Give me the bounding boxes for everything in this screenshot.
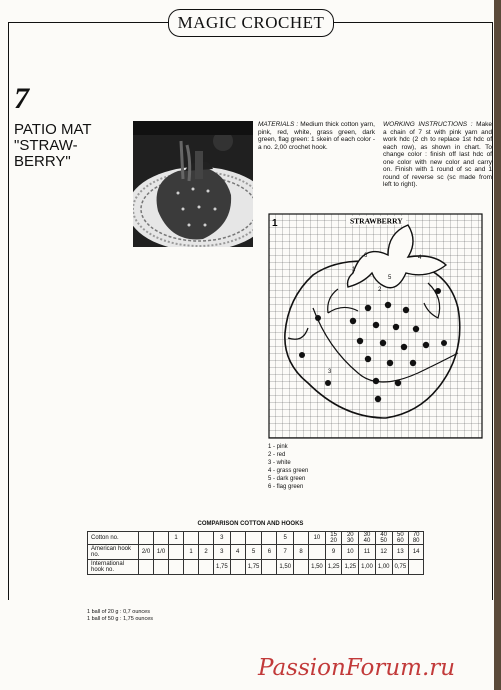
instructions-text (383, 121, 492, 189)
table-cell: 30 40 (359, 532, 376, 545)
table-cell (154, 560, 169, 575)
table-cell: 6 (262, 545, 277, 560)
color-legend (268, 443, 308, 491)
chart-key-2: 2 (378, 287, 382, 293)
footnote (87, 609, 153, 623)
pattern-title: PATIO MAT "STRAW- BERRY" (14, 121, 92, 170)
row-label: Cotton no. (88, 532, 139, 545)
table-row (88, 545, 424, 560)
legend-item: 1 - pink (268, 444, 288, 450)
table-cell: 8 (294, 545, 309, 560)
table-row (88, 532, 424, 545)
legend-item: 5 - dark green (268, 476, 306, 482)
materials-body: Medium thick cotton yarn, pink, red, white, grass green, dark green, flag green: 1 skein of each color - a no. 2,00 crochet hook. (258, 121, 375, 151)
comparison-table (87, 531, 424, 575)
instructions-label: WORKING INSTRUCTIONS : (383, 121, 473, 128)
table-cell: 50 60 (392, 532, 409, 545)
table-cell (294, 560, 309, 575)
table-cell (199, 560, 214, 575)
watermark: PassionForum.ru (258, 655, 456, 681)
table-cell (184, 560, 199, 575)
table-cell: 1,75 (245, 560, 262, 575)
materials-label: MATERIALS : (258, 121, 299, 128)
table-cell: 5 (245, 545, 262, 560)
table-cell: 1,00 (359, 560, 376, 575)
table-cell (309, 545, 326, 560)
legend-item: 3 - white (268, 460, 291, 466)
footnote-line: 1 ball of 20 g : 0,7 ounces (87, 609, 150, 615)
legend-item: 2 - red (268, 452, 286, 458)
table-cell: 10 (309, 532, 326, 545)
table-cell: 12 (375, 545, 392, 560)
table-cell (199, 532, 214, 545)
table-cell: 3 (214, 545, 231, 560)
table-cell: 13 (392, 545, 409, 560)
table-cell: 1 (169, 532, 184, 545)
mat-photo (133, 121, 253, 247)
magazine-title: MAGIC CROCHET (168, 9, 334, 37)
table-cell: 70 80 (409, 532, 424, 545)
table-cell: 40 50 (375, 532, 392, 545)
table-cell: 1,25 (342, 560, 359, 575)
row-label: International hook no. (88, 560, 139, 575)
table-cell: 11 (359, 545, 376, 560)
table-cell: 20 30 (342, 532, 359, 545)
strawberry-chart (268, 213, 483, 439)
chart-key-1: 1 (352, 267, 356, 273)
table-cell: 4 (230, 545, 245, 560)
chart-title: STRAWBERRY (350, 216, 403, 226)
chart-number: 1 (272, 218, 278, 229)
table-cell: 1/0 (154, 545, 169, 560)
table-cell: 3 (214, 532, 231, 545)
chart-key-3: 3 (328, 369, 332, 375)
table-cell: 10 (342, 545, 359, 560)
table-cell (409, 560, 424, 575)
legend-item: 4 - grass green (268, 468, 309, 474)
magazine-spine (494, 0, 501, 690)
table-cell: 15 20 (325, 532, 342, 545)
row-label: American hook no. (88, 545, 139, 560)
table-cell: 1 (184, 545, 199, 560)
table-cell (230, 560, 245, 575)
table-cell (262, 560, 277, 575)
comparison-title: COMPARISON COTTON AND HOOKS (197, 521, 304, 527)
table-cell (262, 532, 277, 545)
legend-item: 6 - flag green (268, 484, 304, 490)
table-cell (139, 532, 154, 545)
table-cell: 0,75 (392, 560, 409, 575)
table-cell (294, 532, 309, 545)
table-cell: 14 (409, 545, 424, 560)
table-cell: 7 (277, 545, 294, 560)
footnote-line: 1 ball of 50 g : 1,75 ounces (87, 616, 154, 622)
table-cell: 2 (199, 545, 214, 560)
table-cell: 1,50 (277, 560, 294, 575)
table-cell: 2/0 (139, 545, 154, 560)
instructions-body: Make a chain of 7 st with pink yarn and work hdc (2 ch to replace 1st hdc of each row), as shown in chart. To change color : finish off last hdc of one color with new color and carry on. Finish with 1 round of sc and 1 round of reverse sc (sc made from left to right). (383, 121, 492, 188)
table-cell: 5 (277, 532, 294, 545)
table-cell: 1,50 (309, 560, 326, 575)
table-cell: 9 (325, 545, 342, 560)
table-cell (230, 532, 245, 545)
table-row (88, 560, 424, 575)
chart-key-6: 6 (364, 253, 368, 259)
table-cell (169, 545, 184, 560)
chart-key-4: 4 (418, 255, 422, 261)
pattern-number: 7 (14, 82, 29, 115)
left-border (8, 22, 9, 600)
table-cell (169, 560, 184, 575)
table-cell (184, 532, 199, 545)
chart-key-5: 5 (388, 275, 392, 281)
table-cell (245, 532, 262, 545)
table-cell (139, 560, 154, 575)
materials-text (258, 121, 375, 151)
table-cell: 1,00 (375, 560, 392, 575)
table-cell (154, 532, 169, 545)
right-border (492, 22, 493, 600)
table-cell: 1,25 (325, 560, 342, 575)
table-cell: 1,75 (214, 560, 231, 575)
